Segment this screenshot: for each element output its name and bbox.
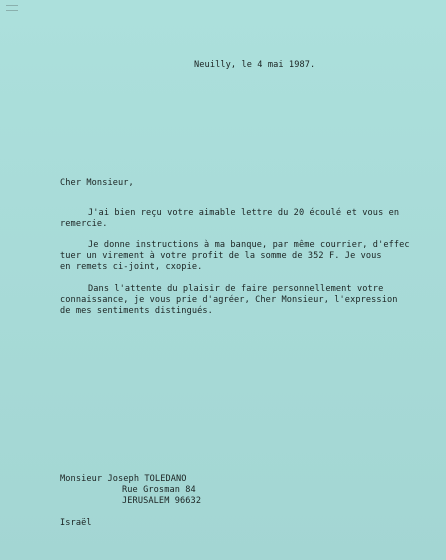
address-street: Rue Grosman 84	[122, 485, 196, 495]
paragraph-1-line-2: remercie.	[60, 219, 108, 229]
paragraph-2-line-2: tuer un virement à votre profit de la somme de 352 F. Je vous	[60, 251, 382, 261]
address-city: JERUSALEM 96632	[122, 496, 202, 506]
address-country: Israël	[60, 518, 92, 528]
paragraph-1-line-1: J'ai bien reçu votre aimable lettre du 20 écoulé et vous en	[88, 208, 400, 218]
letter-date: Neuilly, le 4 mai 1987.	[194, 60, 316, 70]
salutation: Cher Monsieur,	[60, 178, 134, 188]
paragraph-3-line-1: Dans l'attente du plaisir de faire personnellement votre	[88, 284, 384, 294]
paragraph-2-line-3: en remets ci-joint, cxopie.	[60, 262, 203, 272]
corner-mark	[6, 5, 18, 11]
paragraph-3-line-3: de mes sentiments distingués.	[60, 306, 213, 316]
address-recipient: Monsieur Joseph TOLEDANO	[60, 474, 187, 484]
paragraph-2-line-1: Je donne instructions à ma banque, par même courrier, d'effec	[88, 240, 410, 250]
paragraph-3-line-2: connaissance, je vous prie d'agréer, Cher Monsieur, l'expression	[60, 295, 398, 305]
